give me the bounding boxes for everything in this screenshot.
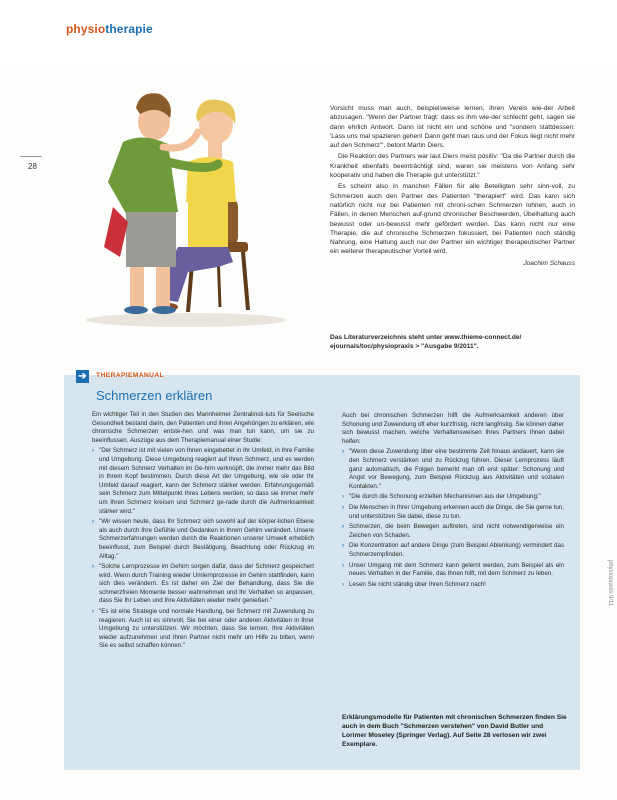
list-item: › "Solche Lernprozesse im Gehirn sorgen dafür, dass der Schmerz gespeichert wird. Wenn durch Training wieder Umlernprozesse im Gehirn stattfinden, kann sich dies verändern. Es ist daher ein Ziel der Behandlung, dass Sie die schmerzfreien Momente besser wahrnehmen und Ihr Verhalten so anpassen, dass Sie Ihr Leben und Ihre Aktivitäten wieder mehr genießen.": [92, 563, 314, 606]
article-paragraph: Die Reaktion des Partners war laut Diers meist positiv: "Da die Partner durch die Krankheit ebenfalls beeinträchtigt sind, waren sie meistens von Anfang sehr kooperativ und haben die Therapie gut unterstützt.": [330, 153, 575, 180]
list-item: › "Es ist eine Strategie und normale Handlung, bei Schmerz mit Zuwendung zu reagieren. Auch ist es sinnvoll, Sie bei einer oder anderen Aktivitäten in Ihrer Umgebung zu unterstützen. Wir möchten, dass Sie lernen, Ihre Aktivitäten wieder aufzunehmen und Ihren Partner nicht mehr um Hilfe zu bitten, wenn Sie es selbst schaffen können.": [92, 608, 314, 651]
article-paragraph: Es scheint also in manchen Fällen für alle Beteiligten sehr sinn-voll, zu Schmerzen auch den Partner des Patienten "therapiert" wird. Das kann sich natürlich nicht nur bei Patienten mit chroni-schen Schmerzen lohnen, auch in Fällen, in denen Menschen auf-grund chronischer Beschwerden, Übelhaltung auch bewusst oder un-bewusst mehr gefördert werden. Das kann nicht nur eine Therapie, die auf chronische Schmerzen fokussiert, bei Patienten noch ständig Nahrung, eine Haltung auch nur der Partner ein wichtiger therapeutischer Partner ein weiterer therapeutischer Vorteil wird.: [330, 183, 575, 256]
article-paragraph: Vorsicht muss man auch, beispielsweise lernen, ihren Vereis wie-der Arbeit abzusagen. "Wenn der Partner fragt: dass es ihm wie-der schlecht geht, sagen sie dann ehrlich Antwort. Dann ist nicht ein und schöne und "sondern stattdessen: 'Lass uns mal spazieren gehen! Dann geht man raus und der Fokus liegt nicht mehr auf den Schmerz'", betont Martin Diers.: [330, 105, 575, 150]
therapy-illustration: [68, 62, 303, 330]
list-item: › Die Menschen in Ihrer Umgebung erkennen auch die Dinge, die Sie gerne tun, und unterstützen Sie dabei, diese zu tun.: [342, 504, 564, 521]
panel-right-list: [342, 448, 564, 589]
panel-kicker: THERAPIEMANUAL: [96, 372, 165, 379]
panel-title: Schmerzen erklären: [96, 388, 213, 403]
panel-right-column: [342, 412, 564, 591]
magazine-brand: [66, 22, 153, 36]
side-margin-label: [604, 560, 614, 730]
literature-source-note: Das Literaturverzeichnis steht unter www.thieme-connect.de/ ejournals/toc/physiopraxis > "Ausgabe 9/2011".: [330, 334, 522, 350]
list-item: › Lesen Sie nicht ständig über Ihren Schmerz nach!: [342, 581, 564, 590]
therapy-manual-panel: [64, 371, 580, 770]
arrow-right-icon: ➔: [76, 370, 89, 383]
page-number-rule: [20, 156, 42, 157]
brand-part-physio: physio: [66, 22, 106, 36]
page-number: 28: [28, 162, 37, 171]
panel-left-column: [92, 411, 314, 653]
panel-left-list: [92, 447, 314, 651]
list-item: › Unser Umgang mit dem Schmerz kann gelernt werden, zum Beispiel als ein neues Verhalten in der Familie, das Ihnen hilft, mit dem Schmerz zu leben.: [342, 562, 564, 579]
side-margin-text: physiopraxis 9/11: [607, 560, 613, 607]
list-item: › Die Konzentration auf andere Dinge (zum Beispiel Ablenkung) vermindert das Schmerzempfinden.: [342, 542, 564, 559]
list-item: › "Der Schmerz ist mit vielen von Ihnen eingebettet in Ihr Umfeld, in Ihre Familie und Umgebung. Diese Umgebung reagiert auf Ihren Schmerz, und es werden mit diesem Schmerz Verhalten im Ge-hirn verknüpft, die immer mehr das Bild in Ihrem Kopf bestimmen. Durch diese Art der Umgebung, wie sie oder Ihr Umfeld darauf reagiert, kann der Schmerz stärker werden. Erfahrungsgemäß sein Schmerz zum Mittelpunkt Ihres Lebens werden, so dass sie immer mehr um Ihren Schmerz kreisen und Schmerz ge-rade durch die Aufmerksamkeit stärker wird.": [92, 447, 314, 516]
brand-part-therapie: therapie: [105, 22, 153, 36]
panel-right-intro: Auch bei chronischen Schmerzen hilft die Aufmerksamkeit anderen über Schonung und Zuwendung oft eher kurzfristig, nicht langfristig. Sie können daher sich bewusst machen, welche Verhaltensweisen Ihres Partners Ihnen dabei helfen:: [342, 412, 564, 445]
list-item: › "Wenn diese Zuwendung über eine bestimmte Zeit hinaus andauert, kann sie den Schmerz verstärken und zu Rückzug führen. Dieser Lernprozess läuft ganz automatisch, die Folgen bemerkt man oft erst später: Schonung und Angst vor Bewegung, zum Beispiel Rückzug aus Aktivitäten und sozialen Kontakten.": [342, 448, 564, 491]
list-item: › "Die durch die Schonung erzielten Mechanismen aus der Umgebung:": [342, 493, 564, 502]
book-recommendation: Erklärungsmodelle für Patienten mit chronischen Schmerzen finden Sie auch in dem Buch "Schmerzen verstehen" von David Butler und Lorimer Moseley (Springer Verlag). Auf Seite 28 verlosen wir zwei Exemplare.: [342, 714, 567, 748]
article-author: Joachim Schauss: [523, 259, 575, 267]
panel-intro: Ein wichtiger Teil in den Studien des Mannheimer Zentralinsti-tuts für Seelische Gesundheit bestand darin, den Patienten und ihren Angehörigen zu erklären, wie chronische Schmerzen entste-hen und was man tun kann, um sie zu beeinflussen. Auszüge aus dem Therapiemanual einer Studie:: [92, 411, 314, 444]
page-header: [0, 0, 617, 62]
article-top-column: [330, 104, 575, 268]
list-item: › Schmerzen, die beim Bewegen auftreten, sind nicht notwendigerweise ein Zeichen von Schaden.: [342, 523, 564, 540]
list-item: › "Wir wissen heute, dass Ihr Schmerz sich sowohl auf der körper-lichen Ebene als auch durch Ihre Gefühle und Gedanken in Ihrem Gehirn verändert. Unsere Schmerzerfahrungen werden durch die Reaktionen unserer Umwelt erheblich beeinflusst, zum Beispiel durch Bestätigung, Beachtung oder Rückzug im Alltag.": [92, 518, 314, 561]
